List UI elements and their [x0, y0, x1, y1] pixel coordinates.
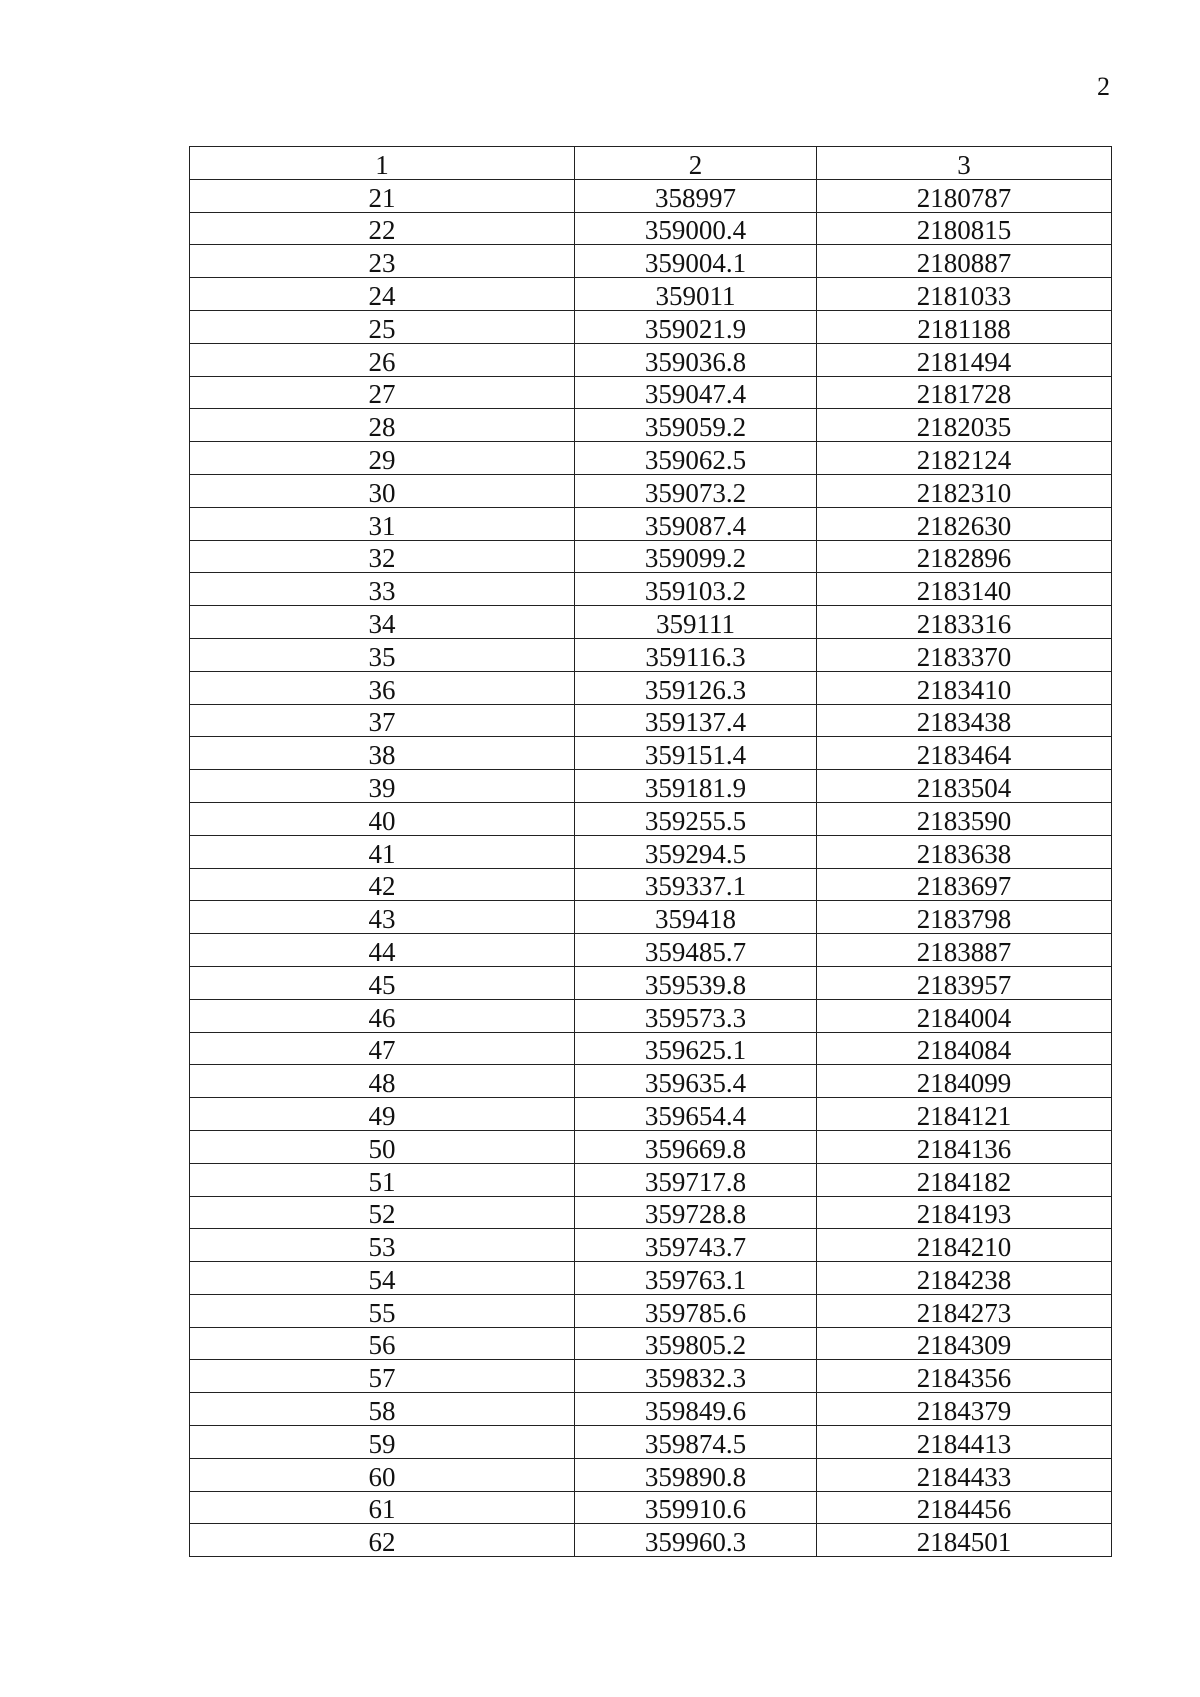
x-coordinate-cell: 359849.6	[575, 1393, 817, 1426]
table-row	[190, 1426, 1112, 1459]
point-number-cell: 44	[190, 934, 575, 967]
point-number-cell: 21	[190, 179, 575, 212]
point-number-cell: 56	[190, 1327, 575, 1360]
y-coordinate-cell: 2183590	[817, 802, 1112, 835]
point-number-cell: 38	[190, 737, 575, 770]
x-coordinate-cell: 359059.2	[575, 409, 817, 442]
table-row	[190, 999, 1112, 1032]
table-row	[190, 1130, 1112, 1163]
x-coordinate-cell: 358997	[575, 179, 817, 212]
x-coordinate-cell: 359181.9	[575, 770, 817, 803]
x-coordinate-cell: 359111	[575, 606, 817, 639]
x-coordinate-cell: 359539.8	[575, 966, 817, 999]
table-row	[190, 1393, 1112, 1426]
table-row	[190, 802, 1112, 835]
point-number-cell: 36	[190, 671, 575, 704]
header-cell-2: 2	[575, 147, 817, 180]
y-coordinate-cell: 2184084	[817, 1032, 1112, 1065]
x-coordinate-cell: 359960.3	[575, 1524, 817, 1557]
header-cell-3: 3	[817, 147, 1112, 180]
x-coordinate-cell: 359047.4	[575, 376, 817, 409]
table-row	[190, 343, 1112, 376]
y-coordinate-cell: 2181188	[817, 310, 1112, 343]
table-row	[190, 704, 1112, 737]
table-row	[190, 770, 1112, 803]
y-coordinate-cell: 2182035	[817, 409, 1112, 442]
table-row	[190, 1491, 1112, 1524]
x-coordinate-cell: 359763.1	[575, 1262, 817, 1295]
x-coordinate-cell: 359654.4	[575, 1098, 817, 1131]
x-coordinate-cell: 359785.6	[575, 1294, 817, 1327]
x-coordinate-cell: 359036.8	[575, 343, 817, 376]
x-coordinate-cell: 359669.8	[575, 1130, 817, 1163]
x-coordinate-cell: 359728.8	[575, 1196, 817, 1229]
point-number-cell: 51	[190, 1163, 575, 1196]
y-coordinate-cell: 2182124	[817, 442, 1112, 475]
header-cell-1: 1	[190, 147, 575, 180]
point-number-cell: 34	[190, 606, 575, 639]
y-coordinate-cell: 2183410	[817, 671, 1112, 704]
table-row	[190, 376, 1112, 409]
y-coordinate-cell: 2181728	[817, 376, 1112, 409]
x-coordinate-cell: 359073.2	[575, 474, 817, 507]
y-coordinate-cell: 2181033	[817, 278, 1112, 311]
y-coordinate-cell: 2184309	[817, 1327, 1112, 1360]
table-row	[190, 901, 1112, 934]
table-row	[190, 934, 1112, 967]
y-coordinate-cell: 2183798	[817, 901, 1112, 934]
table-row	[190, 606, 1112, 639]
point-number-cell: 28	[190, 409, 575, 442]
y-coordinate-cell: 2182630	[817, 507, 1112, 540]
x-coordinate-cell: 359418	[575, 901, 817, 934]
x-coordinate-cell: 359103.2	[575, 573, 817, 606]
y-coordinate-cell: 2184273	[817, 1294, 1112, 1327]
point-number-cell: 23	[190, 245, 575, 278]
point-number-cell: 57	[190, 1360, 575, 1393]
y-coordinate-cell: 2183887	[817, 934, 1112, 967]
y-coordinate-cell: 2183316	[817, 606, 1112, 639]
table-row	[190, 507, 1112, 540]
y-coordinate-cell: 2184356	[817, 1360, 1112, 1393]
x-coordinate-cell: 359625.1	[575, 1032, 817, 1065]
point-number-cell: 53	[190, 1229, 575, 1262]
table-row	[190, 212, 1112, 245]
table-row	[190, 1458, 1112, 1491]
table-row	[190, 638, 1112, 671]
y-coordinate-cell: 2184413	[817, 1426, 1112, 1459]
table-row	[190, 1327, 1112, 1360]
y-coordinate-cell: 2182310	[817, 474, 1112, 507]
point-number-cell: 46	[190, 999, 575, 1032]
point-number-cell: 39	[190, 770, 575, 803]
point-number-cell: 54	[190, 1262, 575, 1295]
page-number: 2	[1097, 72, 1110, 101]
point-number-cell: 41	[190, 835, 575, 868]
y-coordinate-cell: 2184238	[817, 1262, 1112, 1295]
table-row	[190, 868, 1112, 901]
x-coordinate-cell: 359573.3	[575, 999, 817, 1032]
x-coordinate-cell: 359337.1	[575, 868, 817, 901]
y-coordinate-cell: 2183638	[817, 835, 1112, 868]
y-coordinate-cell: 2184193	[817, 1196, 1112, 1229]
point-number-cell: 25	[190, 310, 575, 343]
point-number-cell: 37	[190, 704, 575, 737]
y-coordinate-cell: 2183370	[817, 638, 1112, 671]
y-coordinate-cell: 2181494	[817, 343, 1112, 376]
table-row	[190, 1360, 1112, 1393]
point-number-cell: 26	[190, 343, 575, 376]
y-coordinate-cell: 2184121	[817, 1098, 1112, 1131]
x-coordinate-cell: 359635.4	[575, 1065, 817, 1098]
x-coordinate-cell: 359890.8	[575, 1458, 817, 1491]
x-coordinate-cell: 359062.5	[575, 442, 817, 475]
point-number-cell: 52	[190, 1196, 575, 1229]
y-coordinate-cell: 2183140	[817, 573, 1112, 606]
x-coordinate-cell: 359137.4	[575, 704, 817, 737]
table-row	[190, 540, 1112, 573]
y-coordinate-cell: 2183957	[817, 966, 1112, 999]
point-number-cell: 58	[190, 1393, 575, 1426]
y-coordinate-cell: 2183504	[817, 770, 1112, 803]
y-coordinate-cell: 2184379	[817, 1393, 1112, 1426]
point-number-cell: 30	[190, 474, 575, 507]
x-coordinate-cell: 359294.5	[575, 835, 817, 868]
point-number-cell: 43	[190, 901, 575, 934]
table-row	[190, 245, 1112, 278]
y-coordinate-cell: 2183464	[817, 737, 1112, 770]
point-number-cell: 59	[190, 1426, 575, 1459]
table-row	[190, 1098, 1112, 1131]
y-coordinate-cell: 2183697	[817, 868, 1112, 901]
table-row	[190, 409, 1112, 442]
point-number-cell: 55	[190, 1294, 575, 1327]
x-coordinate-cell: 359126.3	[575, 671, 817, 704]
x-coordinate-cell: 359004.1	[575, 245, 817, 278]
point-number-cell: 33	[190, 573, 575, 606]
point-number-cell: 45	[190, 966, 575, 999]
x-coordinate-cell: 359874.5	[575, 1426, 817, 1459]
y-coordinate-cell: 2184182	[817, 1163, 1112, 1196]
table-row	[190, 278, 1112, 311]
y-coordinate-cell: 2184433	[817, 1458, 1112, 1491]
table-row	[190, 671, 1112, 704]
x-coordinate-cell: 359116.3	[575, 638, 817, 671]
y-coordinate-cell: 2184210	[817, 1229, 1112, 1262]
x-coordinate-cell: 359743.7	[575, 1229, 817, 1262]
point-number-cell: 61	[190, 1491, 575, 1524]
table-header-row	[190, 147, 1112, 180]
x-coordinate-cell: 359832.3	[575, 1360, 817, 1393]
point-number-cell: 49	[190, 1098, 575, 1131]
x-coordinate-cell: 359717.8	[575, 1163, 817, 1196]
table-row	[190, 442, 1112, 475]
point-number-cell: 24	[190, 278, 575, 311]
point-number-cell: 62	[190, 1524, 575, 1557]
table-row	[190, 1524, 1112, 1557]
point-number-cell: 27	[190, 376, 575, 409]
x-coordinate-cell: 359255.5	[575, 802, 817, 835]
table-row	[190, 966, 1112, 999]
table-row	[190, 179, 1112, 212]
x-coordinate-cell: 359151.4	[575, 737, 817, 770]
table-row	[190, 573, 1112, 606]
y-coordinate-cell: 2184099	[817, 1065, 1112, 1098]
point-number-cell: 32	[190, 540, 575, 573]
y-coordinate-cell: 2180787	[817, 179, 1112, 212]
x-coordinate-cell: 359805.2	[575, 1327, 817, 1360]
table-row	[190, 474, 1112, 507]
y-coordinate-cell: 2184136	[817, 1130, 1112, 1163]
table-row	[190, 310, 1112, 343]
point-number-cell: 31	[190, 507, 575, 540]
x-coordinate-cell: 359021.9	[575, 310, 817, 343]
table-row	[190, 737, 1112, 770]
y-coordinate-cell: 2184456	[817, 1491, 1112, 1524]
point-number-cell: 42	[190, 868, 575, 901]
x-coordinate-cell: 359099.2	[575, 540, 817, 573]
table-row	[190, 1163, 1112, 1196]
table-row	[190, 835, 1112, 868]
x-coordinate-cell: 359000.4	[575, 212, 817, 245]
table-row	[190, 1065, 1112, 1098]
table-body	[190, 147, 1112, 1557]
x-coordinate-cell: 359087.4	[575, 507, 817, 540]
table-row	[190, 1196, 1112, 1229]
y-coordinate-cell: 2183438	[817, 704, 1112, 737]
point-number-cell: 48	[190, 1065, 575, 1098]
table-row	[190, 1294, 1112, 1327]
y-coordinate-cell: 2180815	[817, 212, 1112, 245]
x-coordinate-cell: 359011	[575, 278, 817, 311]
coordinates-table	[189, 146, 1112, 1557]
point-number-cell: 29	[190, 442, 575, 475]
point-number-cell: 50	[190, 1130, 575, 1163]
table-row	[190, 1032, 1112, 1065]
point-number-cell: 60	[190, 1458, 575, 1491]
y-coordinate-cell: 2182896	[817, 540, 1112, 573]
x-coordinate-cell: 359910.6	[575, 1491, 817, 1524]
y-coordinate-cell: 2184004	[817, 999, 1112, 1032]
y-coordinate-cell: 2180887	[817, 245, 1112, 278]
point-number-cell: 47	[190, 1032, 575, 1065]
point-number-cell: 35	[190, 638, 575, 671]
y-coordinate-cell: 2184501	[817, 1524, 1112, 1557]
x-coordinate-cell: 359485.7	[575, 934, 817, 967]
point-number-cell: 40	[190, 802, 575, 835]
point-number-cell: 22	[190, 212, 575, 245]
table-row	[190, 1229, 1112, 1262]
table-row	[190, 1262, 1112, 1295]
